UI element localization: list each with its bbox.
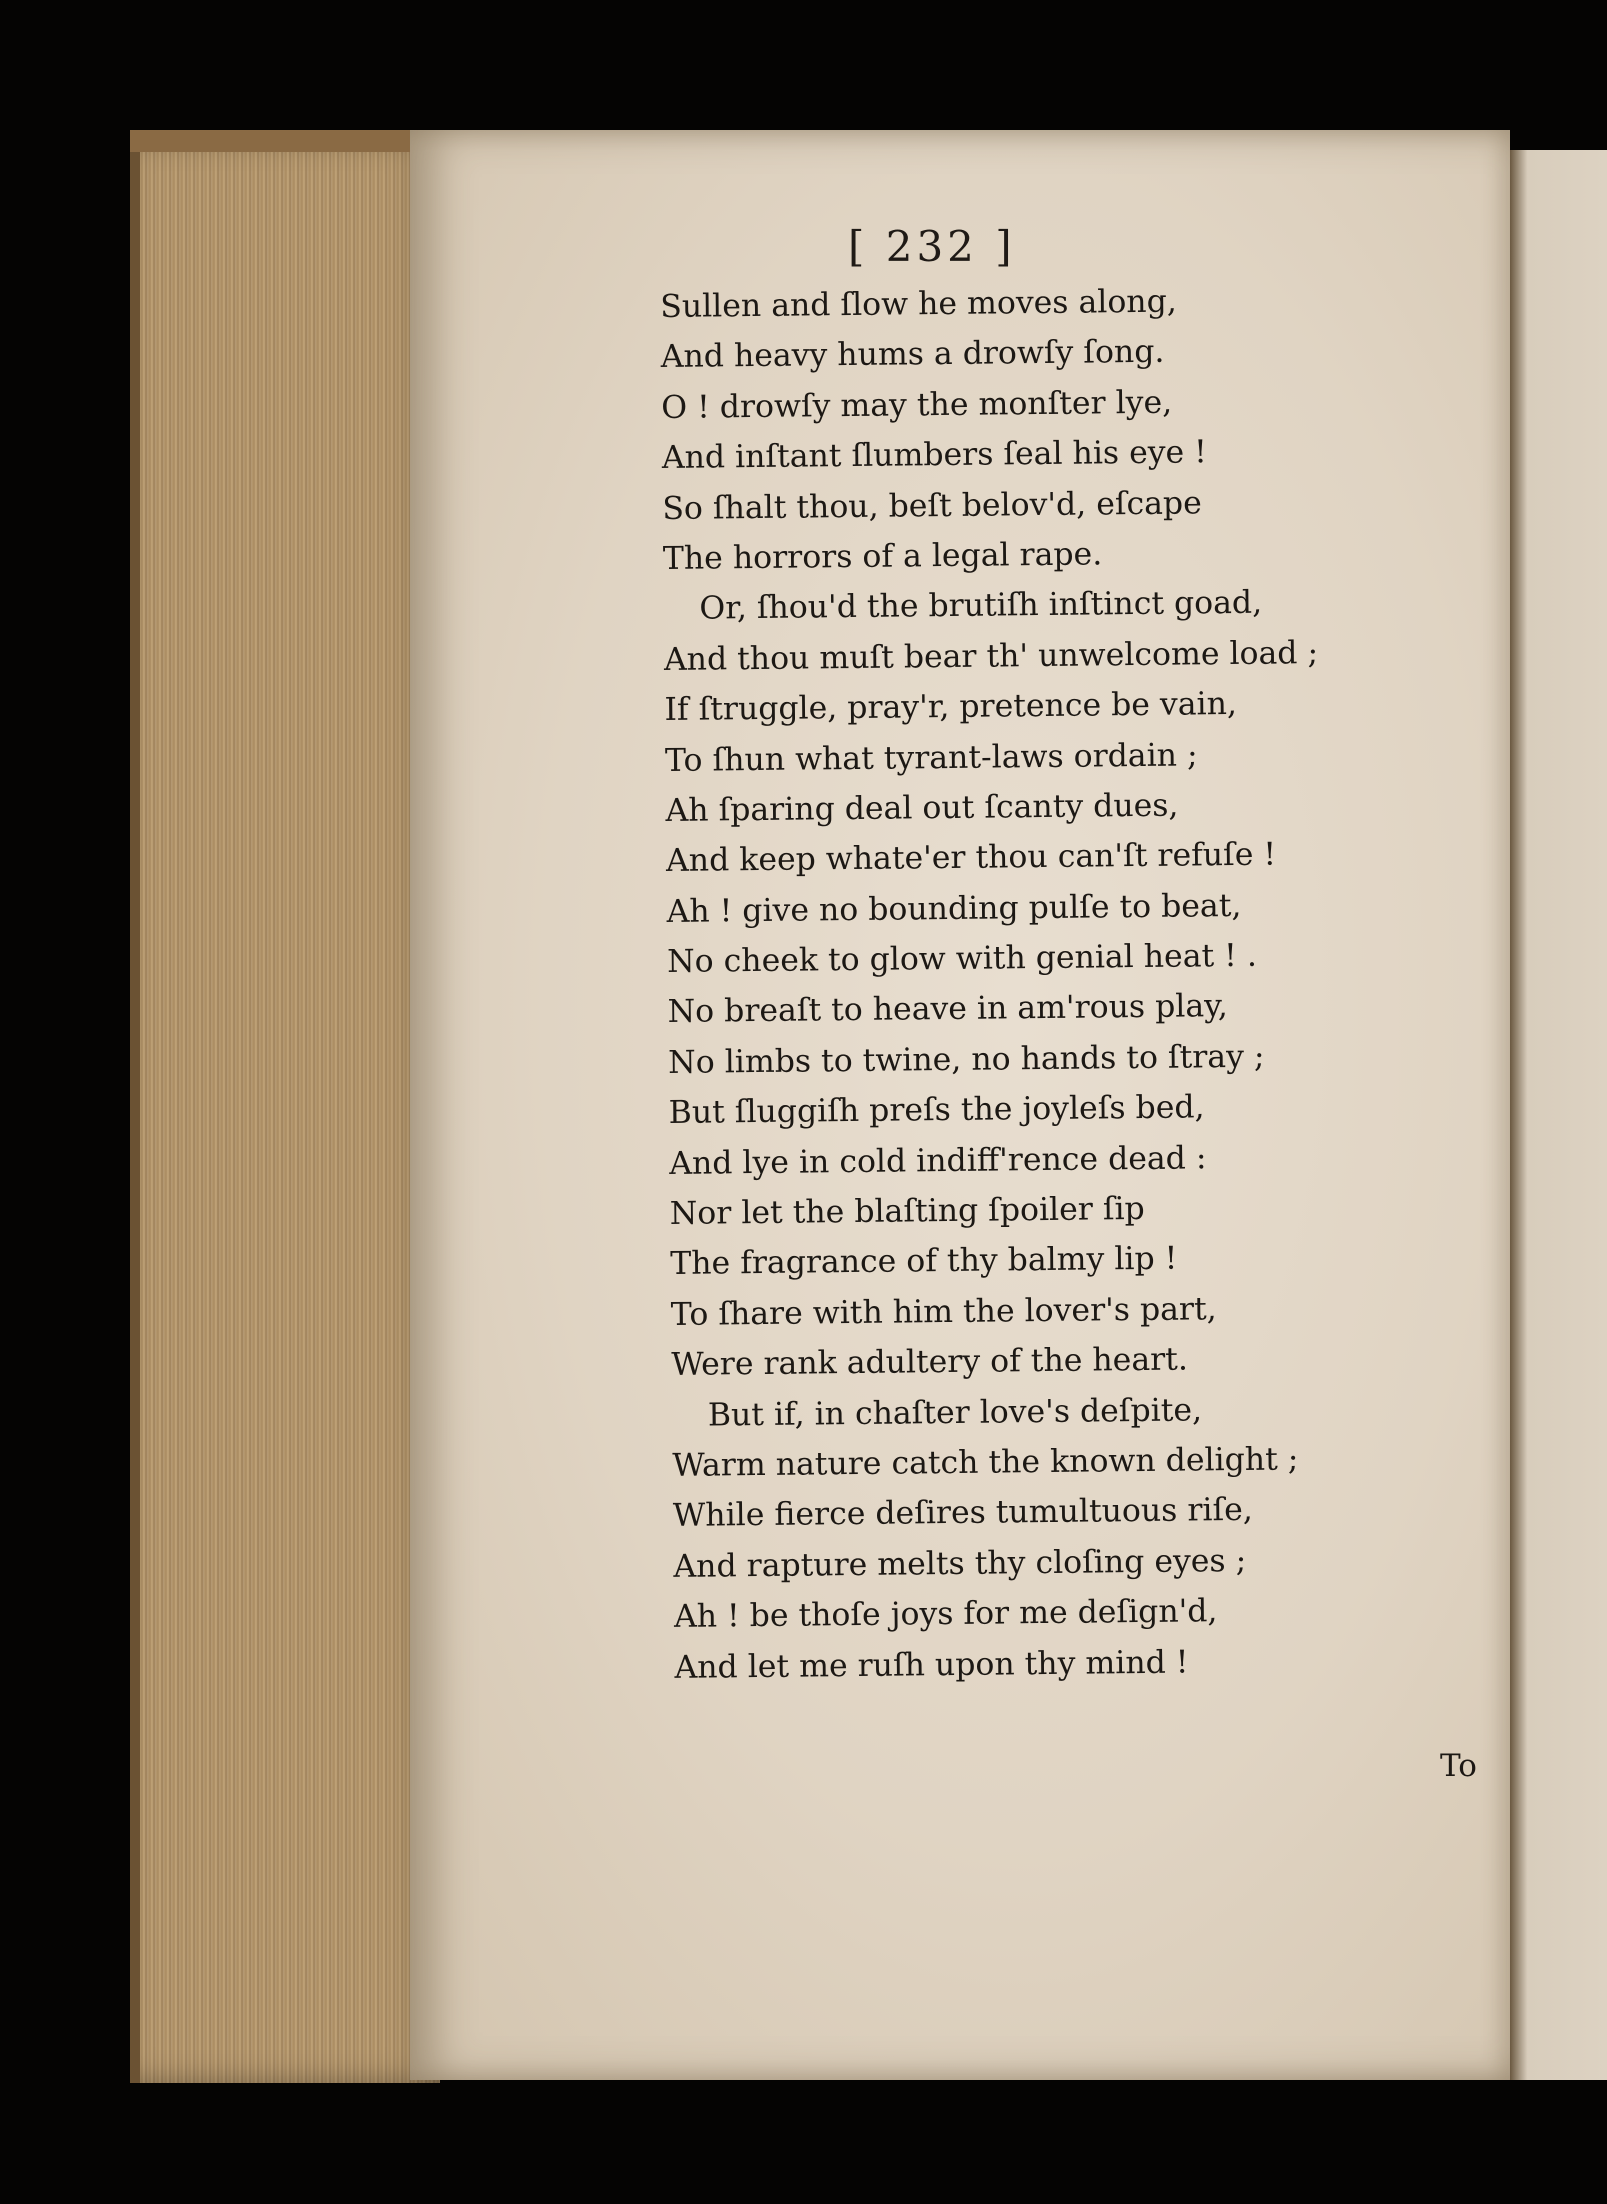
poem-line: If ſtruggle, pray'r, pretence be vain, bbox=[664, 686, 1238, 729]
poem-line: Sullen and ſlow he moves along, bbox=[660, 283, 1177, 325]
poem-line: The horrors of a legal rape. bbox=[662, 536, 1103, 577]
poem-line: And let me ruſh upon thy mind ! bbox=[674, 1644, 1189, 1686]
facing-page-edge bbox=[1510, 150, 1607, 2080]
poem-line: And keep whate'er thou can'ſt refuſe ! bbox=[665, 836, 1277, 880]
poem-line: Warm nature catch the known delight ; bbox=[672, 1441, 1299, 1484]
poem-line: And heavy hums a drowſy ſong. bbox=[660, 334, 1165, 376]
catchword: To bbox=[1440, 1748, 1477, 1784]
poem-line: No limbs to twine, no hands to ſtray ; bbox=[667, 1038, 1265, 1081]
poem-line: Or, ſhou'd the brutiſh inſtinct goad, bbox=[699, 585, 1263, 627]
poem-line: And thou muſt bear th' unwelcome load ; bbox=[663, 634, 1319, 678]
poem-line: Ah ! give no bounding pulſe to beat, bbox=[666, 887, 1242, 930]
poem-line: But if, in chaſter love's deſpite, bbox=[707, 1391, 1203, 1434]
page-number: [ 232 ] bbox=[848, 222, 1016, 271]
page-edges bbox=[130, 138, 440, 2083]
poem-line: Ah ſparing deal out ſcanty dues, bbox=[665, 787, 1179, 829]
poem-line: O ! drowſy may the monſter lye, bbox=[661, 384, 1173, 426]
poem-line: No breaſt to heave in am'rous play, bbox=[667, 988, 1228, 1031]
poem-line: Were rank adultery of the heart. bbox=[671, 1341, 1189, 1384]
poem-line: And lye in cold indiff'rence dead : bbox=[669, 1139, 1207, 1182]
poem-line: And inſtant ſlumbers ſeal his eye ! bbox=[661, 434, 1208, 477]
poem-line: To ſhare with him the lover's part, bbox=[670, 1291, 1217, 1333]
poem-line: Ah ! be thoſe joys for me deſign'd, bbox=[673, 1593, 1218, 1636]
poem-line: But ſluggiſh preſs the joyleſs bed, bbox=[668, 1089, 1205, 1132]
poem-line: The fragrance of thy balmy lip ! bbox=[670, 1241, 1178, 1283]
poem-line: No cheek to glow with genial heat ! . bbox=[666, 937, 1258, 981]
poem-line: Nor let the blaſting ſpoiler ſip bbox=[669, 1191, 1145, 1232]
poem-line: So ſhalt thou, beſt belov'd, eſcape bbox=[662, 484, 1202, 527]
poem-line: To ſhun what tyrant-laws ordain ; bbox=[664, 736, 1198, 779]
poem-line: While fierce deſires tumultuous riſe, bbox=[672, 1492, 1253, 1535]
poem-line: And rapture melts thy cloſing eyes ; bbox=[673, 1542, 1247, 1585]
book-spine-top bbox=[130, 130, 430, 152]
poem-text bbox=[660, 275, 1329, 1693]
